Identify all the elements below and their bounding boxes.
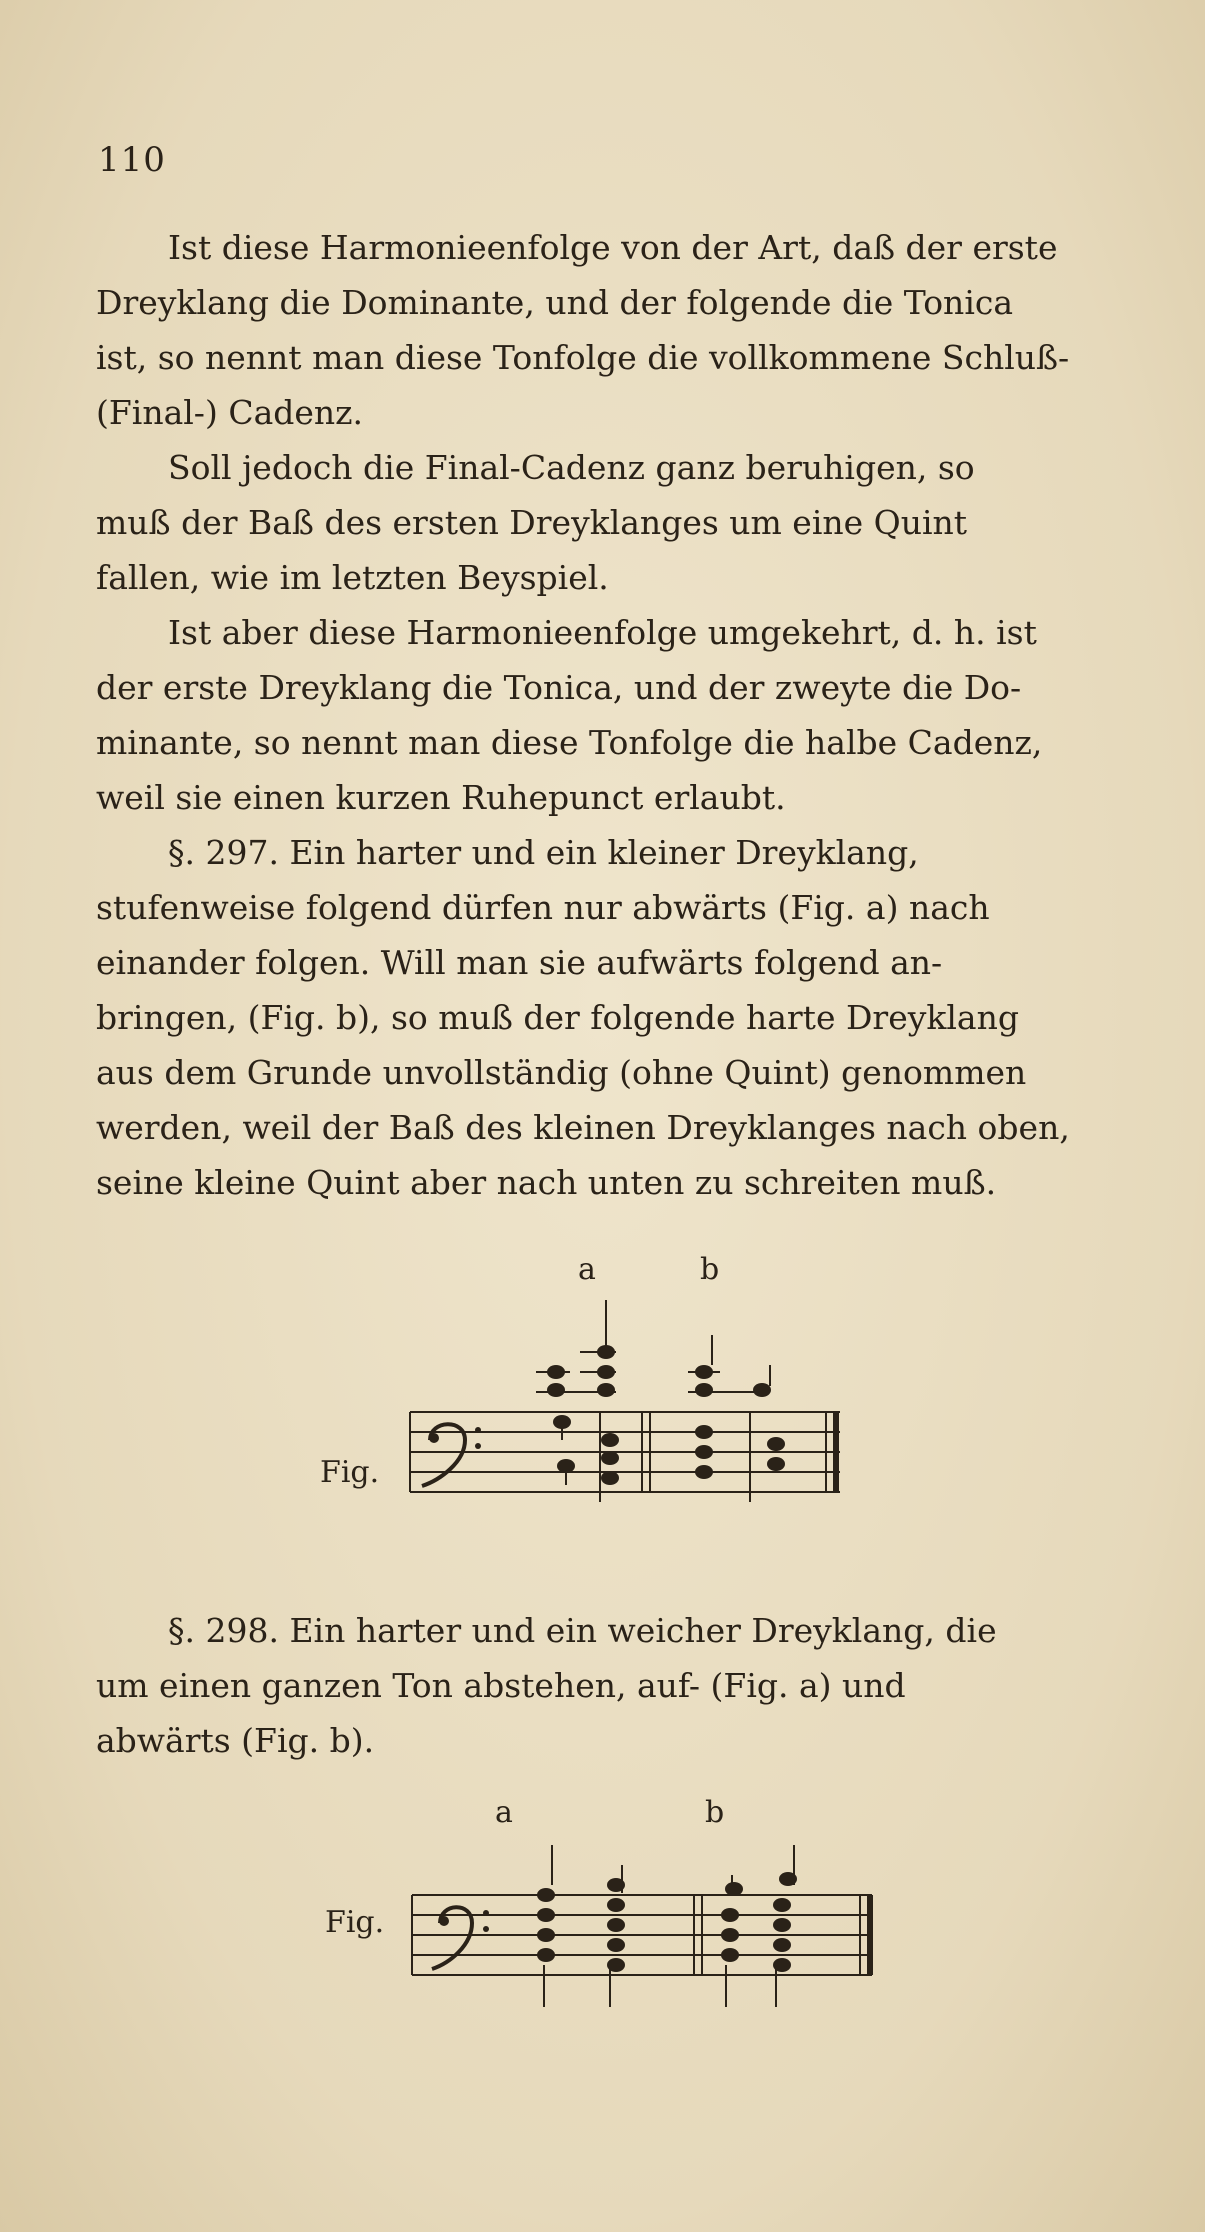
figure-letter-a: a <box>578 1252 596 1287</box>
music-figure-2 <box>300 1785 880 2045</box>
text-line: muß der Baß des ersten Dreyklanges um eine Quint <box>96 503 968 542</box>
staff-notation-2 <box>300 1785 880 2045</box>
text-line: abwärts (Fig. b). <box>96 1721 375 1760</box>
text-line: Ist aber diese Harmonieenfolge umgekehrt, d. h. ist <box>168 613 1037 652</box>
text-line: §. 298. Ein harter und ein weicher Dreyklang, die <box>168 1611 997 1650</box>
text-line: Ist diese Harmonieenfolge von der Art, daß der erste <box>168 228 1058 267</box>
music-figure-1 <box>300 1240 880 1540</box>
text-line: einander folgen. Will man sie aufwärts folgend an- <box>96 943 943 982</box>
text-line: ist, so nennt man diese Tonfolge die vollkommene Schluß- <box>96 338 1070 377</box>
text-line: minante, so nennt man diese Tonfolge die halbe Cadenz, <box>96 723 1043 762</box>
paragraph-1 <box>96 220 1156 440</box>
text-line: werden, weil der Baß des kleinen Dreyklanges nach oben, <box>96 1108 1070 1147</box>
paragraph-5 <box>96 1603 1156 1768</box>
figure-letter-b: b <box>700 1252 720 1287</box>
text-line: bringen, (Fig. b), so muß der folgende harte Dreyklang <box>96 998 1019 1037</box>
text-line: weil sie einen kurzen Ruhepunct erlaubt. <box>96 778 786 817</box>
text-line: §. 297. Ein harter und ein kleiner Dreyklang, <box>168 833 919 872</box>
text-line: (Final-) Cadenz. <box>96 393 364 432</box>
text-line: stufenweise folgend dürfen nur abwärts (Fig. a) nach <box>96 888 990 927</box>
text-line: fallen, wie im letzten Beyspiel. <box>96 558 609 597</box>
paragraph-2 <box>96 440 1156 605</box>
page-number: 110 <box>98 140 166 180</box>
staff-notation-1 <box>300 1240 880 1540</box>
paragraph-4 <box>96 825 1156 1210</box>
figure-letter-b: b <box>705 1795 725 1830</box>
bass-clef-icon <box>422 1424 481 1486</box>
text-line: aus dem Grunde unvollständig (ohne Quint) genommen <box>96 1053 1027 1092</box>
text-line: der erste Dreyklang die Tonica, und der zweyte die Do- <box>96 668 1022 707</box>
figure-label: Fig. <box>320 1455 380 1490</box>
text-line: Dreyklang die Dominante, und der folgende die Tonica <box>96 283 1014 322</box>
figure-label: Fig. <box>325 1905 385 1940</box>
figure-letter-a: a <box>495 1795 513 1830</box>
text-line: um einen ganzen Ton abstehen, auf- (Fig. a) und <box>96 1666 906 1705</box>
bass-clef-icon <box>432 1907 489 1969</box>
text-line: seine kleine Quint aber nach unten zu schreiten muß. <box>96 1163 997 1202</box>
paragraph-3 <box>96 605 1156 825</box>
text-line: Soll jedoch die Final-Cadenz ganz beruhigen, so <box>168 448 975 487</box>
